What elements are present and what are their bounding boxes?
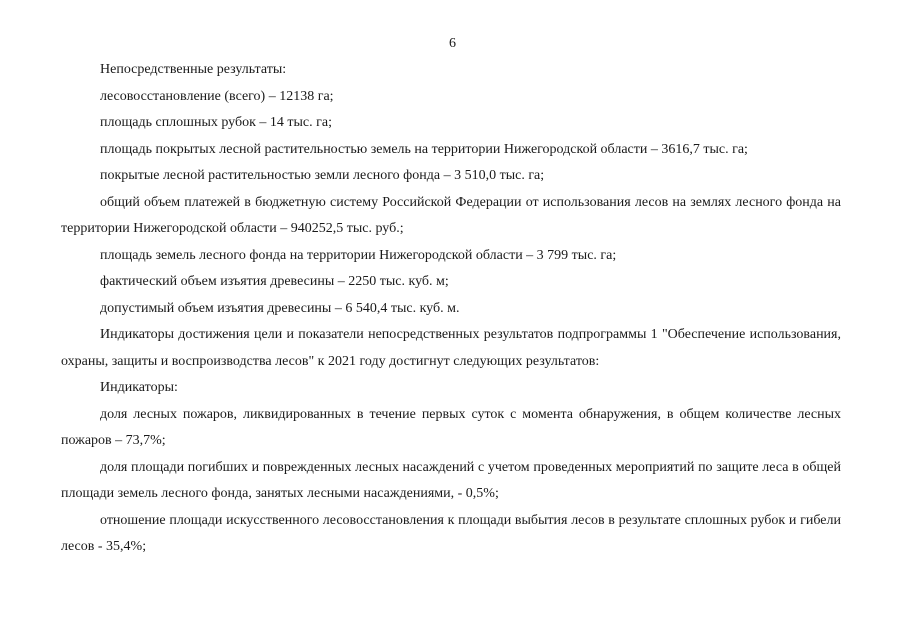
paragraph-allowed-timber-harvest: допустимый объем изъятия древесины – 6 540,4 тыс. куб. м. — [100, 300, 460, 316]
paragraph-actual-timber-harvest: фактический объем изъятия древесины – 2250 тыс. куб. м; — [100, 274, 449, 289]
paragraph-forest-fire-share: доля лесных пожаров, ликвидированных в течение первых суток с момента обнаружения, в общем количестве лесных пожаров – 73,7%; — [61, 406, 841, 448]
paragraph-forest-fund-area: площадь земель лесного фонда на территории Нижегородской области – 3 799 тыс. га; — [100, 247, 617, 263]
page-number: 6 — [449, 36, 456, 51]
paragraph-damaged-forest-share: доля площади погибших и поврежденных лесных насаждений с учетом проведенных мероприятий по защите леса в общей площади земель лесного фонда, занятых лесными насаждениями, - 0,5%; — [61, 459, 841, 501]
paragraph-subprogram-indicators-intro: Индикаторы достижения цели и показатели непосредственных результатов подпрограммы 1 "Обеспечение использования, охраны, защиты и воспроизводства лесов" к 2021 году достигнут следующих результатов: — [61, 327, 841, 369]
paragraph-reforestation: лесовосстановление (всего) – 12138 га; — [100, 88, 334, 104]
paragraph-indicators-heading: Индикаторы: — [100, 380, 178, 395]
document-body — [61, 57, 841, 561]
paragraph-forest-covered-area-region: площадь покрытых лесной растительностью земель на территории Нижегородской области – 3616,7 тыс. га; — [100, 141, 748, 157]
paragraph-artificial-reforestation-ratio: отношение площади искусственного лесовосстановления к площади выбытия лесов в результате сплошных рубок и гибели лесов - 35,4%; — [61, 512, 841, 554]
paragraph-forest-covered-lands: покрытые лесной растительностью земли лесного фонда – 3 510,0 тыс. га; — [100, 168, 545, 183]
paragraph-direct-results-heading: Непосредственные результаты: — [100, 62, 287, 77]
paragraph-budget-payments: общий объем платежей в бюджетную систему Российской Федерации от использования лесов на землях лесного фонда на территории Нижегородской области – 940252,5 тыс. руб.; — [61, 194, 841, 236]
paragraph-clear-cut-area: площадь сплошных рубок – 14 тыс. га; — [100, 115, 332, 130]
